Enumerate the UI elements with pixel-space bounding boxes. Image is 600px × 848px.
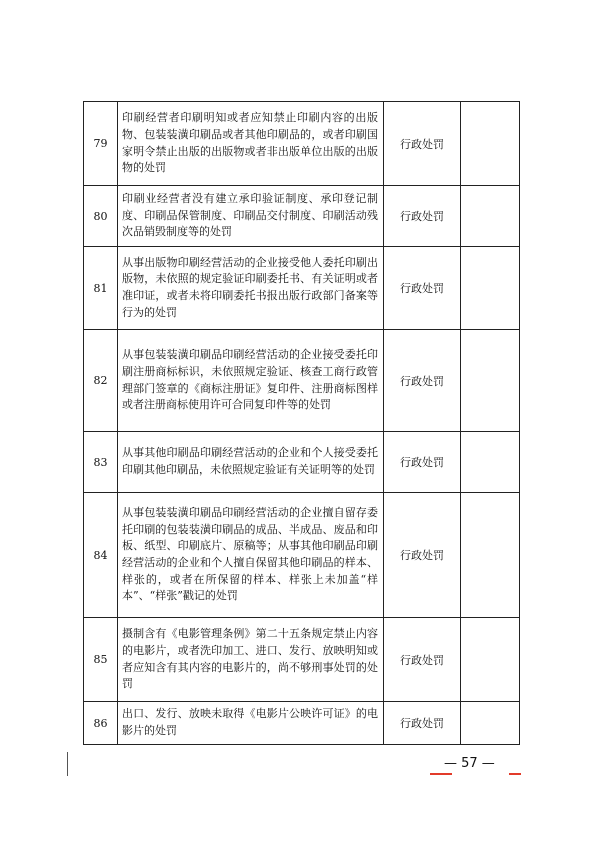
notes-cell bbox=[461, 432, 520, 493]
punishment-table bbox=[83, 101, 520, 745]
row-number: 84 bbox=[84, 493, 118, 618]
red-underline-right bbox=[509, 773, 521, 775]
table-row bbox=[84, 493, 520, 618]
row-number: 79 bbox=[84, 102, 118, 186]
notes-cell bbox=[461, 102, 520, 186]
item-category: 行政处罚 bbox=[384, 186, 461, 247]
row-number: 86 bbox=[84, 702, 118, 745]
notes-cell bbox=[461, 247, 520, 330]
item-description: 从事出版物印刷经营活动的企业接受他人委托印刷出版物，未依照的规定验证印刷委托书、有关证明或者准印证，或者未将印刷委托书报出版行政部门备案等行为的处罚 bbox=[118, 247, 384, 330]
item-category: 行政处罚 bbox=[384, 247, 461, 330]
table-row bbox=[84, 186, 520, 247]
table-row bbox=[84, 247, 520, 330]
red-underline-left bbox=[430, 773, 452, 775]
row-number: 83 bbox=[84, 432, 118, 493]
table-row bbox=[84, 330, 520, 432]
margin-rule bbox=[67, 752, 68, 776]
notes-cell bbox=[461, 618, 520, 702]
item-description: 摄制含有《电影管理条例》第二十五条规定禁止内容的电影片，或者洗印加工、进口、发行、放映明知或者应知含有其内容的电影片的，尚不够刑事处罚的处罚 bbox=[118, 618, 384, 702]
table-row bbox=[84, 432, 520, 493]
table-row bbox=[84, 102, 520, 186]
notes-cell bbox=[461, 493, 520, 618]
item-description: 从事包装装潢印刷品印刷经营活动的企业擅自留存委托印刷的包装装潢印刷品的成品、半成品、废品和印板、纸型、印刷底片、原稿等；从事其他印刷品印刷经营活动的企业和个人擅自保留其他印刷品的样本、样张的，或者在所保留的样本、样张上未加盖“样本”、“样张”戳记的处罚 bbox=[118, 493, 384, 618]
item-category: 行政处罚 bbox=[384, 702, 461, 745]
notes-cell bbox=[461, 186, 520, 247]
page-number: — 57 — bbox=[444, 756, 495, 771]
row-number: 82 bbox=[84, 330, 118, 432]
item-category: 行政处罚 bbox=[384, 493, 461, 618]
item-description: 印刷业经营者没有建立承印验证制度、承印登记制度、印刷品保管制度、印刷品交付制度、印刷活动残次品销毁制度等的处罚 bbox=[118, 186, 384, 247]
item-category: 行政处罚 bbox=[384, 618, 461, 702]
notes-cell bbox=[461, 702, 520, 745]
notes-cell bbox=[461, 330, 520, 432]
item-category: 行政处罚 bbox=[384, 330, 461, 432]
item-description: 从事包装装潢印刷品印刷经营活动的企业接受委托印刷注册商标标识，未依照规定验证、核查工商行政管理部门签章的《商标注册证》复印件、注册商标图样或者注册商标使用许可合同复印件等的处罚 bbox=[118, 330, 384, 432]
table-row bbox=[84, 618, 520, 702]
row-number: 80 bbox=[84, 186, 118, 247]
item-category: 行政处罚 bbox=[384, 432, 461, 493]
table-row bbox=[84, 702, 520, 745]
item-description: 从事其他印刷品印刷经营活动的企业和个人接受委托印刷其他印刷品，未依照规定验证有关证明等的处罚 bbox=[118, 432, 384, 493]
row-number: 85 bbox=[84, 618, 118, 702]
item-description: 印刷经营者印刷明知或者应知禁止印刷内容的出版物、包装装潢印刷品或者其他印刷品的，或者印刷国家明令禁止出版的出版物或者非出版单位出版的出版物的处罚 bbox=[118, 102, 384, 186]
row-number: 81 bbox=[84, 247, 118, 330]
item-category: 行政处罚 bbox=[384, 102, 461, 186]
item-description: 出口、发行、放映未取得《电影片公映许可证》的电影片的处罚 bbox=[118, 702, 384, 745]
